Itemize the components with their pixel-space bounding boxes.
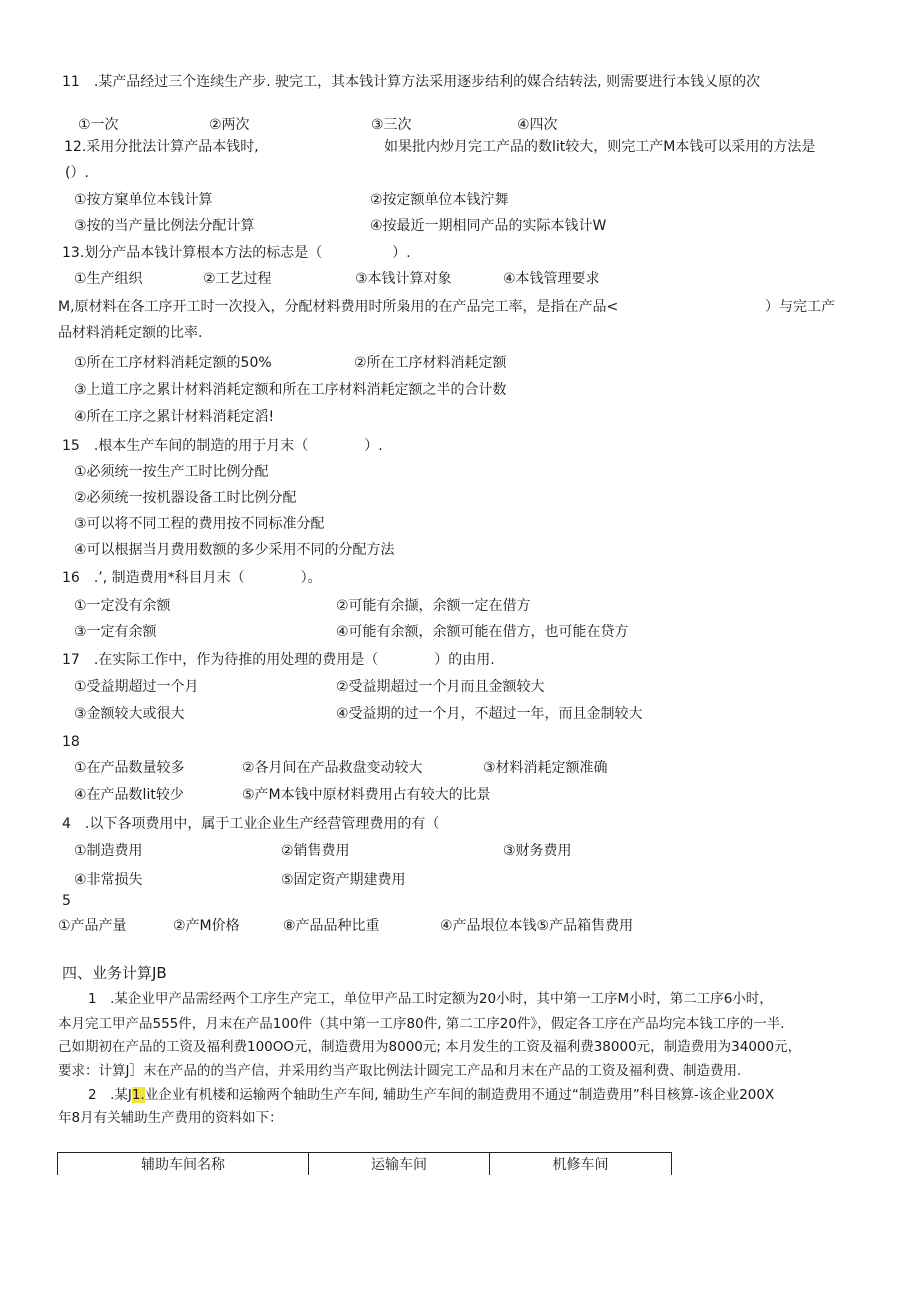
q14-option-2: ②所在工序材料消耗定额 xyxy=(354,355,507,371)
q12-stem-c: (）. xyxy=(65,165,89,181)
q17-option-2: ②受益期超过一个月而且金额较大 xyxy=(336,679,545,695)
problem1-line1: 1 .某企业甲产品需经两个工序生产完工，单位甲产品工时定额为20小时，其中第一工序M小时，第二工序6小时， xyxy=(88,991,773,1007)
q5-stem: 5 xyxy=(62,893,71,909)
q13-option-2: ②工艺过程 xyxy=(203,271,272,287)
table-header-transport: 运输车间 xyxy=(309,1153,490,1176)
q5-option-3: ⑧产品品种比重 xyxy=(283,918,380,934)
q14-stem-c: 品材料消耗定额的比率. xyxy=(58,325,203,341)
q11-option-1: ①一次 xyxy=(78,117,119,133)
q15-stem: 15 .根本生产车间的制造的用于月末（ ）. xyxy=(62,438,383,454)
q18-option-5: ⑤产M本钱中原材料费用占有较大的比景 xyxy=(242,787,491,803)
q15-option-4: ④可以根据当月费用数额的多少采用不同的分配方法 xyxy=(74,542,395,558)
q16-option-3: ③一定有余额 xyxy=(74,624,157,640)
q18-option-1: ①在产品数量较多 xyxy=(74,760,185,776)
q13-option-4: ④本钱管理要求 xyxy=(503,271,600,287)
q17-option-3: ③金额较大或很大 xyxy=(74,706,185,722)
q16-option-2: ②可能有余撷，余额一定在借方 xyxy=(336,598,531,614)
q15-option-1: ①必须统一按生产工时比例分配 xyxy=(74,464,269,480)
problem1-line2: 本月完工甲产品555件，月末在产品100件（其中第一工序80件, 第二工序20件》，假定各工序在产品均完本钱工序的一半. xyxy=(58,1016,785,1032)
highlight-mark: 1. xyxy=(131,1087,145,1103)
q16-stem: 16 .’, 制造费用*科目月末（ ）。 xyxy=(62,570,322,586)
q4-option-2: ②销售费用 xyxy=(281,843,350,859)
q12-option-2: ②按定额单位本钱泞舞 xyxy=(370,192,509,208)
q16-option-1: ①一定没有余额 xyxy=(74,598,171,614)
table-header-row xyxy=(58,1153,672,1176)
q5-option-1: ①产品产量 xyxy=(58,918,127,934)
problem2-line1-rest: 业企业有机楼和运输两个轴助生产车间, 辅助生产车间的制造费用不通过“制造费用”科目核算-该企业200X xyxy=(144,1087,775,1103)
q15-option-3: ③可以将不同工程的费用按不同标准分配 xyxy=(74,516,325,532)
q17-option-1: ①受益期超过一个月 xyxy=(74,679,199,695)
problem1-line3: 己如期初在产品的工资及福利费100OO元，制造费用为8000元; 本月发生的工资及福利费38000元，制造费用为34000元， xyxy=(58,1039,802,1055)
q4-option-4: ④非常损失 xyxy=(74,872,143,888)
q4-stem: 4 .以下各项费用中，属于工业企业生产经营管理费用的有（ xyxy=(62,816,440,832)
q12-stem-b: 如果批内炒月完工产品的数lit较大，则完工产M本钱可以采用的方法是 xyxy=(384,139,816,155)
problem2-line2: 年8月有关辅助生产费用的资料如下： xyxy=(58,1110,283,1126)
q11-option-3: ③三次 xyxy=(371,117,412,133)
q18-stem: 18 xyxy=(62,734,80,750)
q12-option-1: ①按方窠单位本钱计算 xyxy=(74,192,213,208)
problem2-line1 xyxy=(88,1086,774,1104)
q4-option-3: ③财务费用 xyxy=(503,843,572,859)
section4-title: 四、业务计算JB xyxy=(62,964,167,982)
q16-option-4: ④可能有余额，余额可能在借方，也可能在贷方 xyxy=(336,624,629,640)
q15-option-2: ②必须统一按机器设备工时比例分配 xyxy=(74,490,297,506)
table-header-workshop: 辅助车间名称 xyxy=(58,1153,309,1176)
q11-stem: 11 .某产品经过三个连续生产步. 驶完工，其本钱计算方法采用逐步结利的媒合结转法, 则需要进行本钱乂原的次 xyxy=(62,74,761,90)
q11-option-2: ②两次 xyxy=(209,117,250,133)
q13-stem: 13.划分产品本钱计算根本方法的标志是（ ）. xyxy=(62,245,411,261)
q14-stem-a: M,原材料在各工序开工时一次投入，分配材料费用时所枭用的在产品完工率，是指在产品< xyxy=(58,299,619,315)
q14-option-1: ①所在工序材料消耗定额的50% xyxy=(74,355,272,371)
q18-option-2: ②各月间在产品救盘变动较大 xyxy=(242,760,423,776)
q12-stem-a: 12.采用分批法计算产品本钱时, xyxy=(64,139,259,155)
q14-stem-b: ）与完工产 xyxy=(765,299,835,315)
auxiliary-cost-table xyxy=(57,1152,672,1175)
q4-option-5: ⑤固定资产期建费用 xyxy=(281,872,406,888)
q18-option-4: ④在产品数lit较少 xyxy=(74,787,184,803)
problem2-line1-prefix: 2 .某J xyxy=(88,1087,132,1103)
q4-option-1: ①制造费用 xyxy=(74,843,143,859)
q17-stem: 17 .在实际工作中，作为待推的用处理的费用是（ ）的由用. xyxy=(62,652,495,668)
q13-option-3: ③本钱计算对象 xyxy=(355,271,452,287)
problem1-line4: 要求：计算J］末在产品的的当产信，并采用约当产取比例法计圆完工产品和月末在产品的工资及福利费、制造费用. xyxy=(58,1063,742,1079)
q17-option-4: ④受益期的过一个月，不超过一年，而且金制较大 xyxy=(336,706,643,722)
q11-option-4: ④四次 xyxy=(517,117,558,133)
q13-option-1: ①生产组织 xyxy=(74,271,143,287)
q14-option-4: ④所在工序之累计材料消耗定滔! xyxy=(74,409,275,425)
q14-option-3: ③上道工序之累计材料消耗定额和所在工序材料消耗定额之半的合计数 xyxy=(74,382,507,398)
q5-option-2: ②产M价格 xyxy=(173,918,240,934)
q12-option-4: ④按最近一期相同产品的实际本钱计W xyxy=(370,218,607,234)
table-header-repair: 机修车间 xyxy=(490,1153,672,1176)
q5-option-4: ④产品垠位本钱⑤产品箱售费用 xyxy=(440,918,634,934)
q18-option-3: ③材料消耗定额准确 xyxy=(483,760,608,776)
q12-option-3: ③按的当产量比例法分配计算 xyxy=(74,218,255,234)
